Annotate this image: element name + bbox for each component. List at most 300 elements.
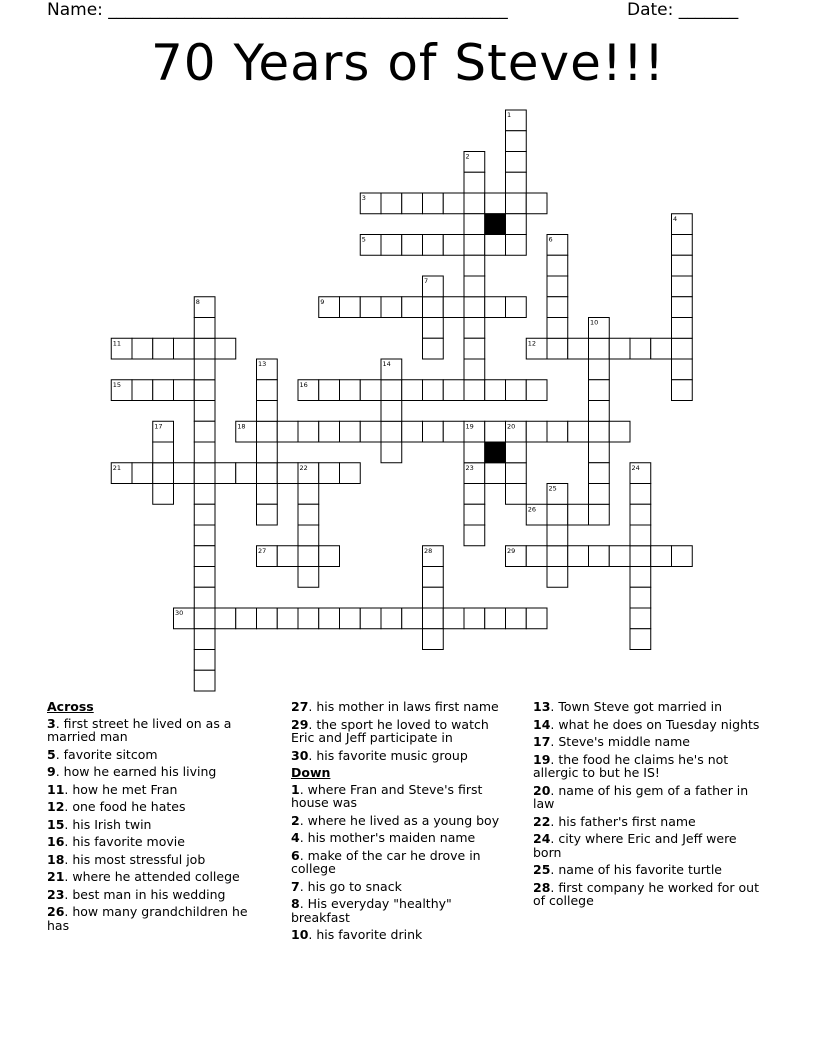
black-square [485, 214, 506, 235]
grid-cell[interactable] [547, 276, 568, 297]
grid-cell[interactable] [547, 546, 568, 567]
grid-cell[interactable] [174, 380, 195, 401]
clue-number: 12 [47, 799, 65, 814]
grid-cell[interactable] [194, 338, 215, 359]
grid-cell[interactable] [340, 421, 361, 442]
grid-cell[interactable] [319, 380, 340, 401]
grid-cell[interactable] [630, 338, 651, 359]
grid-cell[interactable] [630, 629, 651, 650]
grid-cell[interactable] [194, 650, 215, 671]
grid-cell[interactable] [464, 193, 485, 214]
grid-cell[interactable] [464, 235, 485, 256]
clue-text: his father's first name [558, 813, 696, 829]
grid-cell[interactable] [132, 380, 153, 401]
grid-cell[interactable] [464, 297, 485, 318]
grid-cell[interactable] [609, 546, 630, 567]
grid-cell[interactable] [589, 442, 610, 463]
cell-number: 30 [175, 609, 184, 617]
grid-cell[interactable] [381, 193, 402, 214]
clue-across-21: 21. where he attended college [47, 869, 240, 884]
grid-cell[interactable] [464, 525, 485, 546]
grid-cell[interactable] [402, 297, 423, 318]
grid-cell[interactable] [257, 401, 278, 422]
grid-cell[interactable] [215, 338, 236, 359]
clue-number: 27 [291, 699, 309, 714]
grid-cell[interactable] [277, 608, 298, 629]
grid-cell[interactable] [319, 421, 340, 442]
clue-number: 5 [47, 746, 56, 762]
cell-number: 6 [548, 235, 553, 244]
grid-cell[interactable] [609, 421, 630, 442]
clue-number: 15 [47, 816, 65, 832]
grid-cell[interactable] [506, 152, 527, 173]
clue-down-25: 25. name of his favorite turtle [533, 862, 722, 877]
cell-number: 8 [195, 297, 200, 306]
grid-cell[interactable] [402, 193, 423, 214]
grid-cell[interactable] [443, 297, 464, 318]
grid-cell[interactable] [589, 463, 610, 484]
grid-cell[interactable] [132, 338, 153, 359]
clue-across-23: 23. best man in his wedding [47, 886, 226, 902]
clue-down-24: 24. city where Eric and Jeff were born [533, 831, 737, 860]
grid-cell[interactable] [194, 525, 215, 546]
grid-cell[interactable] [360, 380, 381, 401]
grid-cell[interactable] [589, 421, 610, 442]
clue-text: his mother's maiden name [307, 830, 476, 845]
cell-number: 4 [673, 214, 678, 223]
clue-number: 24 [533, 831, 551, 846]
grid-cell[interactable] [672, 359, 693, 380]
clue-text: the food he claims he's not allergic to but he IS! [533, 751, 729, 780]
cell-number: 20 [507, 422, 516, 431]
cell-number: 19 [465, 422, 474, 431]
grid-cell[interactable] [402, 380, 423, 401]
grid-cell[interactable] [547, 504, 568, 525]
clue-down-2: 2. where he lived as a young boy [291, 812, 500, 828]
clue-text: one food he hates [72, 799, 186, 814]
across-heading: Across [47, 699, 94, 714]
grid-cell[interactable] [257, 504, 278, 525]
grid-cell[interactable] [153, 484, 174, 505]
cell-number: 17 [154, 422, 163, 431]
grid-cell[interactable] [464, 608, 485, 629]
grid-cell[interactable] [194, 463, 215, 484]
grid-cell[interactable] [319, 463, 340, 484]
grid-cell[interactable] [153, 380, 174, 401]
puzzle-title: 70 Years of Steve!!! [151, 34, 665, 92]
clue-across-27: 27. his mother in laws first name [291, 699, 499, 714]
grid-cell[interactable] [277, 421, 298, 442]
grid-cell[interactable] [485, 463, 506, 484]
cell-number: 3 [361, 194, 366, 202]
grid-cell[interactable] [506, 463, 527, 484]
clue-text: name of his gem of a father in law [533, 782, 749, 811]
clue-number: 22 [533, 813, 551, 829]
grid-cell[interactable] [464, 276, 485, 297]
grid-cell[interactable] [630, 546, 651, 567]
clue-text: make of the car he drove in college [291, 847, 481, 876]
grid-cell[interactable] [194, 629, 215, 650]
grid-cell[interactable] [630, 504, 651, 525]
grid-cell[interactable] [340, 463, 361, 484]
grid-cell[interactable] [568, 504, 589, 525]
grid-cell[interactable] [568, 338, 589, 359]
grid-cell[interactable] [506, 193, 527, 214]
name-field[interactable]: Name: _______________________________________________ [47, 0, 508, 20]
grid-cell[interactable] [423, 318, 444, 339]
grid-cell[interactable] [547, 338, 568, 359]
grid-cell[interactable] [340, 297, 361, 318]
clue-text: where he attended college [72, 869, 240, 884]
clue-text: his favorite drink [316, 927, 423, 942]
clue-text: his favorite music group [316, 747, 468, 763]
grid-cell[interactable] [423, 297, 444, 318]
clue-across-3: 3. first street he lived on as a married man [47, 715, 232, 744]
grid-cell[interactable] [630, 567, 651, 588]
clue-text: how many grandchildren he has [47, 904, 248, 933]
clue-down-20: 20. name of his gem of a father in law [533, 782, 749, 811]
grid-cell[interactable] [672, 318, 693, 339]
grid-cell[interactable] [194, 670, 215, 691]
grid-cell[interactable] [672, 235, 693, 256]
cell-number: 26 [527, 505, 537, 514]
clue-text: his most stressful job [72, 851, 206, 867]
clue-number: 10 [291, 927, 309, 942]
clue-number: 3 [47, 715, 56, 731]
grid-cell[interactable] [298, 484, 319, 505]
grid-cell[interactable] [485, 608, 506, 629]
clue-down-13: 13. Town Steve got married in [533, 699, 723, 714]
grid-cell[interactable] [194, 380, 215, 401]
clue-text: first street he lived on as a married man [47, 715, 232, 744]
clue-number: 8 [291, 896, 300, 911]
grid-cell[interactable] [360, 421, 381, 442]
clue-across-15: 15. his Irish twin [47, 816, 152, 832]
clue-text: name of his favorite turtle [558, 862, 722, 877]
clue-text: best man in his wedding [72, 886, 226, 902]
grid-cell[interactable] [672, 255, 693, 276]
grid-cell[interactable] [381, 401, 402, 422]
grid-cell[interactable] [672, 380, 693, 401]
cell-number: 22 [299, 463, 308, 472]
clue-number: 18 [47, 851, 65, 867]
grid-cell[interactable] [194, 442, 215, 463]
clue-down-17: 17. Steve's middle name [533, 734, 690, 749]
down-heading: Down [291, 765, 331, 780]
clue-down-28: 28. first company he worked for out of college [533, 879, 759, 908]
grid-cell[interactable] [464, 442, 485, 463]
grid-cell[interactable] [194, 401, 215, 422]
grid-cell[interactable] [381, 442, 402, 463]
grid-cell[interactable] [194, 504, 215, 525]
grid-cell[interactable] [485, 380, 506, 401]
clue-down-4: 4. his mother's maiden name [291, 830, 476, 845]
clue-text: where he lived as a young boy [307, 812, 500, 828]
grid-cell[interactable] [423, 338, 444, 359]
grid-cell[interactable] [464, 380, 485, 401]
grid-cell[interactable] [423, 629, 444, 650]
clue-number: 30 [291, 747, 309, 763]
clue-number: 14 [533, 716, 551, 732]
grid-cell[interactable] [277, 463, 298, 484]
grid-cell[interactable] [298, 567, 319, 588]
grid-cell[interactable] [257, 463, 278, 484]
grid-cell[interactable] [443, 421, 464, 442]
clue-down-22: 22. his father's first name [533, 813, 696, 829]
clues-column-middle [291, 700, 511, 946]
grid-cell[interactable] [589, 338, 610, 359]
clue-across-30: 30. his favorite music group [291, 747, 468, 763]
clue-across-26: 26. how many grandchildren he has [47, 904, 248, 933]
grid-cell[interactable] [215, 463, 236, 484]
grid-cell[interactable] [423, 193, 444, 214]
clue-across-9: 9. how he earned his living [47, 764, 217, 779]
grid-cell[interactable] [547, 525, 568, 546]
grid-cell[interactable] [589, 504, 610, 525]
grid-cell[interactable] [132, 463, 153, 484]
across-clues-column [47, 700, 272, 936]
grid-cell[interactable] [298, 525, 319, 546]
grid-cell[interactable] [464, 214, 485, 235]
grid-cell[interactable] [257, 421, 278, 442]
clue-down-10: 10. his favorite drink [291, 927, 423, 942]
cell-number: 25 [548, 484, 557, 493]
grid-cell[interactable] [526, 421, 547, 442]
grid-cell[interactable] [526, 193, 547, 214]
grid-cell[interactable] [506, 608, 527, 629]
grid-cell[interactable] [402, 235, 423, 256]
grid-cell[interactable] [672, 338, 693, 359]
clue-text: his favorite movie [72, 834, 185, 849]
grid-cell[interactable] [464, 318, 485, 339]
clue-text: his Irish twin [72, 816, 152, 832]
clue-across-18: 18. his most stressful job [47, 851, 206, 867]
cell-number: 11 [112, 339, 122, 348]
cell-number: 21 [112, 463, 122, 472]
clue-number: 17 [533, 734, 551, 749]
grid-cell[interactable] [630, 525, 651, 546]
grid-cell[interactable] [651, 338, 672, 359]
grid-cell[interactable] [194, 484, 215, 505]
grid-cell[interactable] [506, 380, 527, 401]
grid-cell[interactable] [506, 235, 527, 256]
grid-cell[interactable] [568, 421, 589, 442]
grid-cell[interactable] [672, 297, 693, 318]
grid-cell[interactable] [423, 608, 444, 629]
cell-number: 7 [424, 277, 429, 285]
grid-cell[interactable] [194, 567, 215, 588]
grid-cell[interactable] [506, 484, 527, 505]
clue-number: 19 [533, 751, 551, 767]
grid-cell[interactable] [381, 421, 402, 442]
grid-cell[interactable] [298, 421, 319, 442]
grid-cell[interactable] [381, 235, 402, 256]
grid-cell[interactable] [589, 484, 610, 505]
grid-cell[interactable] [257, 608, 278, 629]
clue-number: 9 [47, 764, 56, 779]
grid-cell[interactable] [526, 546, 547, 567]
grid-cell[interactable] [506, 214, 527, 235]
grid-cell[interactable] [464, 172, 485, 193]
grid-cell[interactable] [402, 421, 423, 442]
grid-cell[interactable] [547, 567, 568, 588]
clue-text: how he earned his living [63, 764, 217, 779]
clue-down-6: 6. make of the car he drove in college [291, 847, 481, 876]
grid-cell[interactable] [381, 297, 402, 318]
grid-cell[interactable] [485, 235, 506, 256]
clue-text: favorite sitcom [63, 746, 158, 762]
grid-cell[interactable] [589, 546, 610, 567]
clue-text: what he does on Tuesday nights [558, 716, 760, 732]
grid-cell[interactable] [443, 608, 464, 629]
clue-text: the sport he loved to watch Eric and Jeff participate in [291, 716, 489, 745]
grid-cell[interactable] [174, 338, 195, 359]
clue-number: 16 [47, 834, 65, 849]
grid-cell[interactable] [464, 484, 485, 505]
clue-across-11: 11. how he met Fran [47, 781, 178, 797]
cell-number: 27 [258, 546, 267, 555]
grid-cell[interactable] [174, 463, 195, 484]
grid-cell[interactable] [153, 463, 174, 484]
grid-cell[interactable] [464, 359, 485, 380]
black-square [485, 442, 506, 463]
grid-cell[interactable] [257, 380, 278, 401]
clue-text: city where Eric and Jeff were born [533, 831, 737, 860]
grid-cell[interactable] [568, 546, 589, 567]
grid-cell[interactable] [298, 608, 319, 629]
grid-cell[interactable] [381, 380, 402, 401]
grid-cell[interactable] [319, 608, 340, 629]
grid-cell[interactable] [194, 318, 215, 339]
grid-cell[interactable] [506, 442, 527, 463]
clue-number: 1 [291, 781, 300, 797]
grid-cell[interactable] [630, 587, 651, 608]
clue-number: 29 [291, 716, 309, 732]
grid-cell[interactable] [485, 421, 506, 442]
cell-number: 13 [258, 360, 267, 368]
grid-cell[interactable] [257, 484, 278, 505]
grid-cell[interactable] [194, 608, 215, 629]
date-field[interactable]: Date: _______ [627, 0, 739, 20]
grid-cell[interactable] [402, 608, 423, 629]
grid-cell[interactable] [423, 567, 444, 588]
grid-cell[interactable] [298, 504, 319, 525]
clue-text: where Fran and Steve's first house was [291, 781, 483, 810]
grid-cell[interactable] [630, 608, 651, 629]
grid-cell[interactable] [630, 484, 651, 505]
grid-cell[interactable] [423, 235, 444, 256]
clue-across-16: 16. his favorite movie [47, 834, 185, 849]
cell-number: 1 [507, 111, 512, 119]
clue-across-12: 12. one food he hates [47, 799, 186, 814]
cell-number: 2 [465, 152, 470, 161]
clue-text: first company he worked for out of college [533, 879, 759, 908]
grid-cell[interactable] [526, 380, 547, 401]
grid-cell[interactable] [547, 421, 568, 442]
clue-number: 20 [533, 782, 551, 798]
cell-number: 14 [382, 360, 391, 368]
grid-cell[interactable] [277, 546, 298, 567]
grid-cell[interactable] [443, 235, 464, 256]
clue-text: his go to snack [307, 878, 402, 894]
clue-number: 4 [291, 830, 300, 845]
clue-number: 25 [533, 862, 551, 877]
grid-cell[interactable] [589, 380, 610, 401]
grid-cell[interactable] [236, 608, 257, 629]
cell-number: 23 [465, 463, 474, 472]
grid-cell[interactable] [589, 359, 610, 380]
grid-cell[interactable] [194, 587, 215, 608]
grid-cell[interactable] [547, 255, 568, 276]
grid-cell[interactable] [589, 401, 610, 422]
grid-cell[interactable] [672, 546, 693, 567]
grid-cell[interactable] [194, 421, 215, 442]
grid-cell[interactable] [153, 442, 174, 463]
grid-cell[interactable] [443, 193, 464, 214]
grid-cell[interactable] [506, 172, 527, 193]
grid-cell[interactable] [257, 442, 278, 463]
clue-down-19: 19. the food he claims he's not allergic to but he IS! [533, 751, 729, 780]
grid-cell[interactable] [651, 546, 672, 567]
grid-cell[interactable] [194, 546, 215, 567]
grid-cell[interactable] [485, 193, 506, 214]
clue-text: Town Steve got married in [558, 699, 723, 714]
clue-down-8: 8. His everyday "healthy" breakfast [291, 896, 452, 925]
grid-cell[interactable] [215, 608, 236, 629]
clue-down-14: 14. what he does on Tuesday nights [533, 716, 760, 732]
grid-cell[interactable] [381, 608, 402, 629]
grid-cell[interactable] [423, 587, 444, 608]
grid-cell[interactable] [360, 608, 381, 629]
grid-cell[interactable] [485, 297, 506, 318]
grid-cell[interactable] [423, 421, 444, 442]
clue-text: how he met Fran [72, 781, 178, 797]
grid-cell[interactable] [423, 380, 444, 401]
grid-cell[interactable] [340, 608, 361, 629]
grid-cell[interactable] [506, 131, 527, 152]
grid-cell[interactable] [464, 255, 485, 276]
cell-number: 28 [424, 546, 433, 555]
grid-cell[interactable] [506, 297, 527, 318]
grid-cell[interactable] [443, 380, 464, 401]
grid-cell[interactable] [319, 546, 340, 567]
grid-cell[interactable] [464, 338, 485, 359]
clue-number: 2 [291, 812, 300, 828]
grid-cell[interactable] [153, 338, 174, 359]
grid-cell[interactable] [236, 463, 257, 484]
clue-text: His everyday "healthy" breakfast [291, 896, 452, 925]
grid-cell[interactable] [194, 359, 215, 380]
grid-cell[interactable] [609, 338, 630, 359]
grid-cell[interactable] [298, 546, 319, 567]
grid-cell[interactable] [360, 297, 381, 318]
grid-cell[interactable] [672, 276, 693, 297]
cell-number: 29 [507, 546, 516, 555]
clue-number: 7 [291, 878, 300, 894]
grid-cell[interactable] [547, 318, 568, 339]
grid-cell[interactable] [464, 504, 485, 525]
grid-cell[interactable] [526, 608, 547, 629]
clue-down-7: 7. his go to snack [291, 878, 402, 894]
clue-number: 28 [533, 879, 551, 895]
grid-cell[interactable] [547, 297, 568, 318]
cell-number: 18 [237, 422, 246, 431]
grid-cell[interactable] [340, 380, 361, 401]
clue-down-1: 1. where Fran and Steve's first house was [291, 781, 483, 810]
cell-number: 9 [320, 297, 325, 306]
cell-number: 15 [112, 380, 122, 389]
cell-number: 10 [590, 318, 599, 327]
